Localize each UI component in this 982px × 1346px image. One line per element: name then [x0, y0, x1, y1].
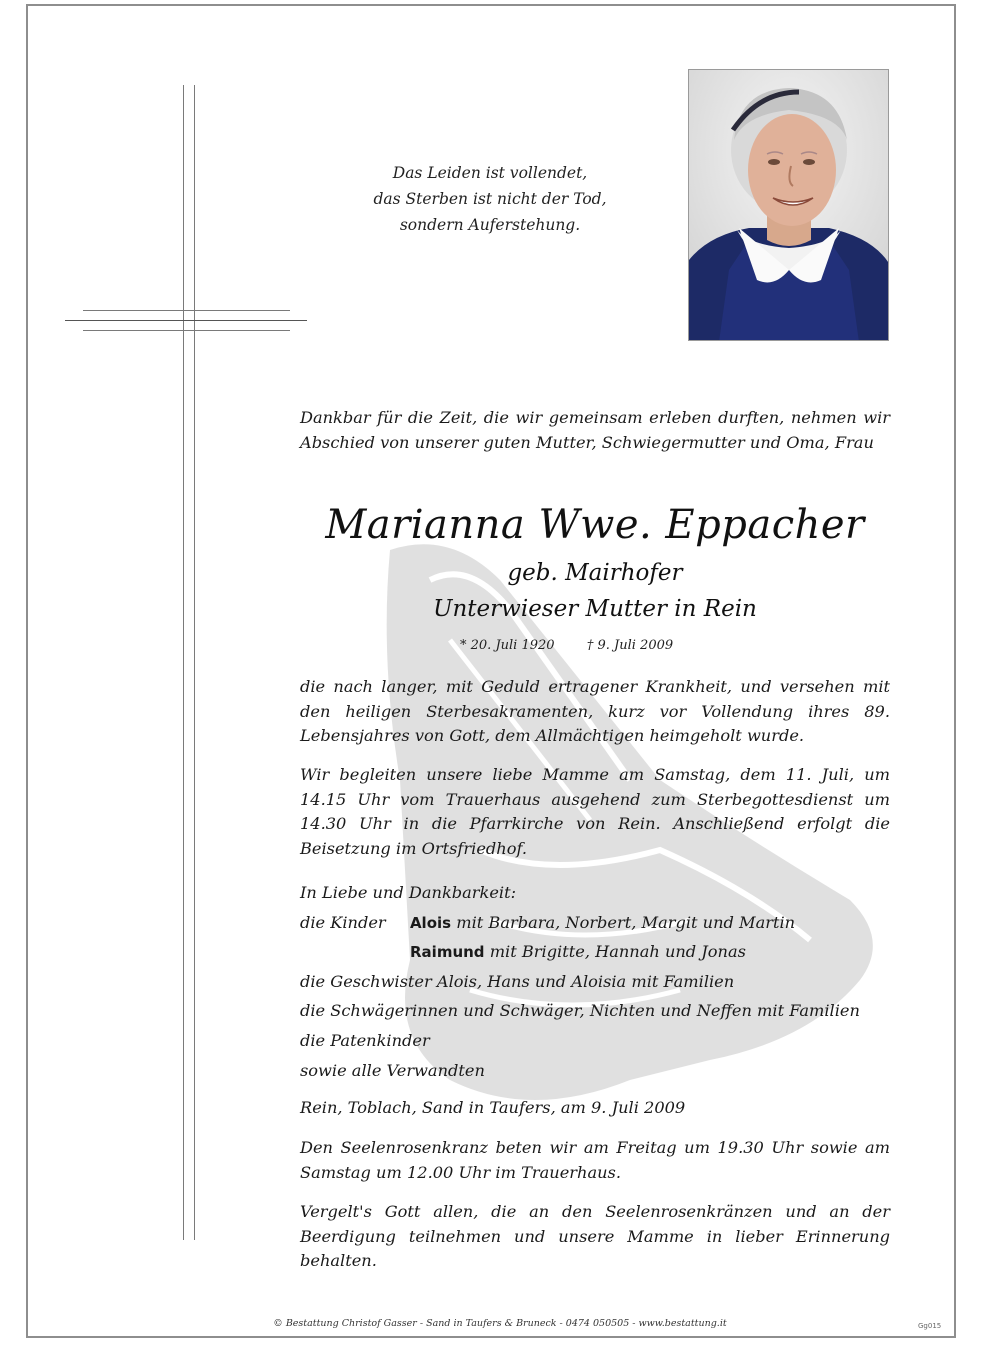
paragraph-passing [300, 675, 890, 749]
paragraph-text: Den Seelenrosenkranz beten wir am Freitag um 19.30 Uhr sowie am Samstag um 12.00 Uhr im Trauerhaus. [300, 1138, 890, 1182]
family-children-line [300, 937, 900, 967]
deceased-title: Unterwieser Mutter in Rein [433, 596, 757, 622]
paragraph-text: Vergelt's Gott allen, die an den Seelenrosenkränzen und an der Beerdigung teilnehmen und unsere Mamme in lieber Erinnerung behalten. [300, 1202, 890, 1270]
family-heading: In Liebe und Dankbarkeit: [300, 883, 517, 902]
portrait-image [689, 70, 889, 341]
child-name: Raimund [410, 943, 485, 962]
motto [330, 160, 650, 238]
child-family: mit Brigitte, Hannah und Jonas [489, 942, 746, 962]
child-family: mit Barbara, Norbert, Margit und Martin [456, 912, 796, 932]
cross-line [194, 85, 195, 1240]
cross-line [65, 320, 307, 321]
paragraph-text: Wir begleiten unsere liebe Mamme am Samstag, dem 11. Juli, um 14.15 Uhr vom Trauerhaus ausgehend zum Sterbegottesdienst um 14.30 Uhr in die Pfarrkirche von Rein. Anschließend erfolgt die Beisetzung im Ortsfriedhof. [300, 765, 890, 858]
life-dates [460, 638, 740, 653]
place-date-text: Rein, Toblach, Sand in Taufers, am 9. Juli 2009 [300, 1098, 686, 1117]
children-label: die Kinder [300, 912, 386, 932]
place-date [300, 1096, 890, 1121]
motto-line: Das Leiden ist vollendet, [392, 164, 588, 182]
maiden-name: geb. Mairhofer [507, 560, 683, 586]
intro-paragraph [300, 406, 890, 455]
family-inlaws: die Schwägerinnen und Schwäger, Nichten und Neffen mit Familien [300, 1001, 860, 1021]
family-relatives: sowie alle Verwandten [300, 1060, 485, 1080]
birth-date: * 20. Juli 1920 [460, 638, 555, 653]
template-code: Gg015 [918, 1322, 942, 1330]
portrait-photo [688, 69, 889, 341]
cross-line [183, 85, 184, 1240]
family-siblings: die Geschwister Alois, Hans und Aloisia mit Familien [300, 971, 735, 991]
family-children-line [300, 908, 900, 938]
paragraph-rosary [300, 1136, 890, 1185]
paragraph-text: die nach langer, mit Geduld ertragener Krankheit, und versehen mit den heiligen Sterbesakramenten, kurz vor Vollendung ihres 89. Lebensjahres von Gott, dem Allmächtigen heimgeholt wurde. [300, 677, 890, 745]
motto-line: sondern Auferstehung. [399, 216, 581, 234]
cross-line [83, 310, 290, 311]
paragraph-thanks [300, 1200, 890, 1274]
footer-credit: © Bestattung Christof Gasser - Sand in Taufers & Bruneck - 0474 050505 - www.bestattung.it [273, 1318, 727, 1329]
family-godchildren: die Patenkinder [300, 1030, 430, 1050]
deceased-name: Marianna Wwe. Eppacher [325, 502, 865, 548]
motto-line: das Sterben ist nicht der Tod, [373, 190, 607, 208]
paragraph-funeral [300, 763, 890, 861]
cross-line [83, 330, 290, 331]
family-list [300, 878, 900, 1085]
death-date: † 9. Juli 2009 [586, 638, 674, 653]
intro-text: Dankbar für die Zeit, die wir gemeinsam erleben durften, nehmen wir Abschied von unserer guten Mutter, Schwiegermutter und Oma, Frau [300, 408, 890, 452]
child-name: Alois [409, 913, 452, 932]
